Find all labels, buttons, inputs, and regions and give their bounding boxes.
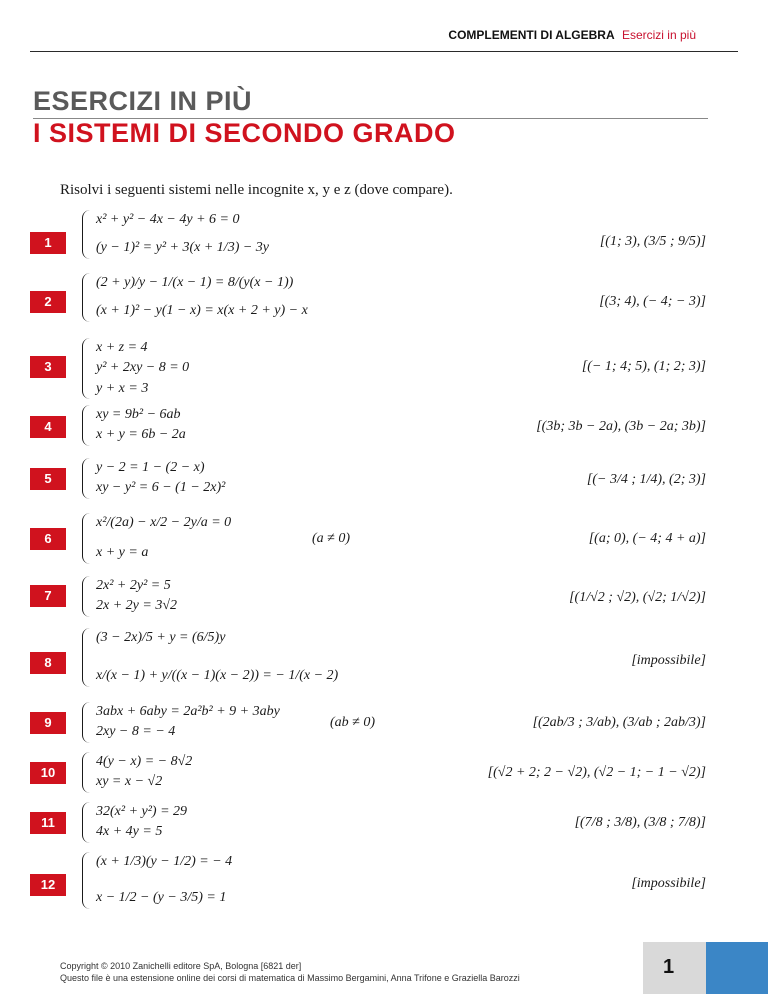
exercise-number: 4 <box>30 416 66 438</box>
exercise-number: 11 <box>30 812 66 834</box>
equation-system <box>82 405 186 446</box>
system-brace <box>82 628 91 687</box>
copyright-footer <box>60 960 520 984</box>
system-brace <box>82 210 91 259</box>
exercise-number: 10 <box>30 762 66 784</box>
answer: [impossibile] <box>631 876 706 891</box>
equation: y + x = 3 <box>96 380 149 396</box>
condition: (a ≠ 0) <box>312 531 351 546</box>
equation: 32(x² + y²) = 29 <box>96 804 188 819</box>
exercise-number: 6 <box>30 528 66 550</box>
answer: [(1; 3), (3/5 ; 9/5)] <box>599 234 706 249</box>
equation: (3 − 2x)/5 + y = (6/5)y <box>96 630 226 645</box>
system-brace <box>82 513 91 564</box>
equation-system <box>82 852 232 909</box>
equation: 2x + 2y = 3√2 <box>96 598 178 614</box>
system-brace <box>82 752 91 793</box>
equation-system <box>82 628 338 687</box>
answer: [impossibile] <box>631 653 706 668</box>
answer: [(√2 + 2; 2 − √2), (√2 − 1; − 1 − √2)] <box>487 765 706 780</box>
equation-system <box>82 752 192 793</box>
system-brace <box>82 852 91 909</box>
exercise-number: 5 <box>30 468 66 490</box>
equation-system <box>82 802 187 843</box>
equation-system <box>82 458 225 499</box>
system-brace <box>82 702 91 743</box>
answer: [(− 3/4 ; 1/4), (2; 3)] <box>586 472 706 487</box>
page-subtitle: I SISTEMI DI SECONDO GRADO <box>33 118 456 148</box>
exercise-number: 9 <box>30 712 66 734</box>
system-brace <box>82 338 91 399</box>
page-number-box <box>643 942 768 994</box>
equation-system <box>82 338 189 399</box>
source-line: Questo file è una estensione online dei corsi di matematica di Massimo Bergamini, Anna Trifone e Graziella Barozzi <box>60 973 520 984</box>
equation: x − 1/2 − (y − 3/5) = 1 <box>96 890 227 906</box>
equation: 2x² + 2y² = 5 <box>96 578 171 593</box>
exercise-number: 12 <box>30 874 66 896</box>
equation: (x + 1/3)(y − 1/2) = − 4 <box>96 854 233 869</box>
equation-system <box>82 702 280 743</box>
equation: xy − y² = 6 − (1 − 2x)² <box>96 480 226 496</box>
system-brace <box>82 802 91 843</box>
system-brace <box>82 273 91 322</box>
exercise-number: 2 <box>30 291 66 313</box>
equation-system <box>82 513 231 564</box>
exercise-number: 3 <box>30 356 66 378</box>
answer: [(a; 0), (− 4; 4 + a)] <box>588 531 706 546</box>
answer: [(3b; 3b − 2a), (3b − 2a; 3b)] <box>536 419 706 434</box>
exercise-number: 8 <box>30 652 66 674</box>
copyright-line: Copyright © 2010 Zanichelli editore SpA, Bologna [6821 der] <box>60 961 302 971</box>
exercise-number: 1 <box>30 232 66 254</box>
equation: x + y = a <box>96 545 149 561</box>
equation: x²/(2a) − x/2 − 2y/a = 0 <box>96 515 232 530</box>
equation: x² + y² − 4x − 4y + 6 = 0 <box>96 212 240 227</box>
equation: 2xy − 8 = − 4 <box>96 724 176 740</box>
instructions: Risolvi i seguenti sistemi nelle incognite x, y e z (dove compare). <box>60 182 453 198</box>
equation: (2 + y)/y − 1/(x − 1) = 8/(y(x − 1)) <box>96 275 294 290</box>
equation: 4x + 4y = 5 <box>96 824 163 840</box>
page-number: 1 <box>663 956 675 978</box>
equation-system <box>82 210 269 259</box>
answer: [(7/8 ; 3/8), (3/8 ; 7/8)] <box>574 815 706 830</box>
equation: 3abx + 6aby = 2a²b² + 9 + 3aby <box>96 704 280 719</box>
header-subsection: Esercizi in più <box>621 28 696 42</box>
system-brace <box>82 576 91 617</box>
equation: xy = x − √2 <box>96 774 163 790</box>
equation: xy = 9b² − 6ab <box>96 407 181 422</box>
page-tab <box>706 942 768 994</box>
equation-system <box>82 576 177 617</box>
answer: [(− 1; 4; 5), (1; 2; 3)] <box>581 359 706 374</box>
equation: x + y = 6b − 2a <box>96 427 186 443</box>
system-brace <box>82 458 91 499</box>
answer: [(2ab/3 ; 3/ab), (3/ab ; 2ab/3)] <box>532 715 706 730</box>
header-rule <box>30 51 738 52</box>
equation: y² + 2xy − 8 = 0 <box>96 360 190 376</box>
header-section: COMPLEMENTI DI ALGEBRA <box>448 28 615 42</box>
answer: [(3; 4), (− 4; − 3)] <box>599 294 706 309</box>
page-title: ESERCIZI IN PIÙ <box>33 86 253 116</box>
running-header <box>448 28 696 42</box>
equation-system <box>82 273 308 322</box>
equation: (x + 1)² − y(1 − x) = x(x + 2 + y) − x <box>96 303 308 319</box>
equation: x/(x − 1) + y/((x − 1)(x − 2)) = − 1/(x − 2) <box>96 668 339 684</box>
condition: (ab ≠ 0) <box>330 715 376 730</box>
exercise-number: 7 <box>30 585 66 607</box>
equation: (y − 1)² = y² + 3(x + 1/3) − 3y <box>96 240 270 256</box>
equation: y − 2 = 1 − (2 − x) <box>96 460 205 475</box>
answer: [(1/√2 ; √2), (√2; 1/√2)] <box>569 590 706 605</box>
equation: 4(y − x) = − 8√2 <box>96 754 193 769</box>
system-brace <box>82 405 91 446</box>
equation: x + z = 4 <box>96 340 148 355</box>
